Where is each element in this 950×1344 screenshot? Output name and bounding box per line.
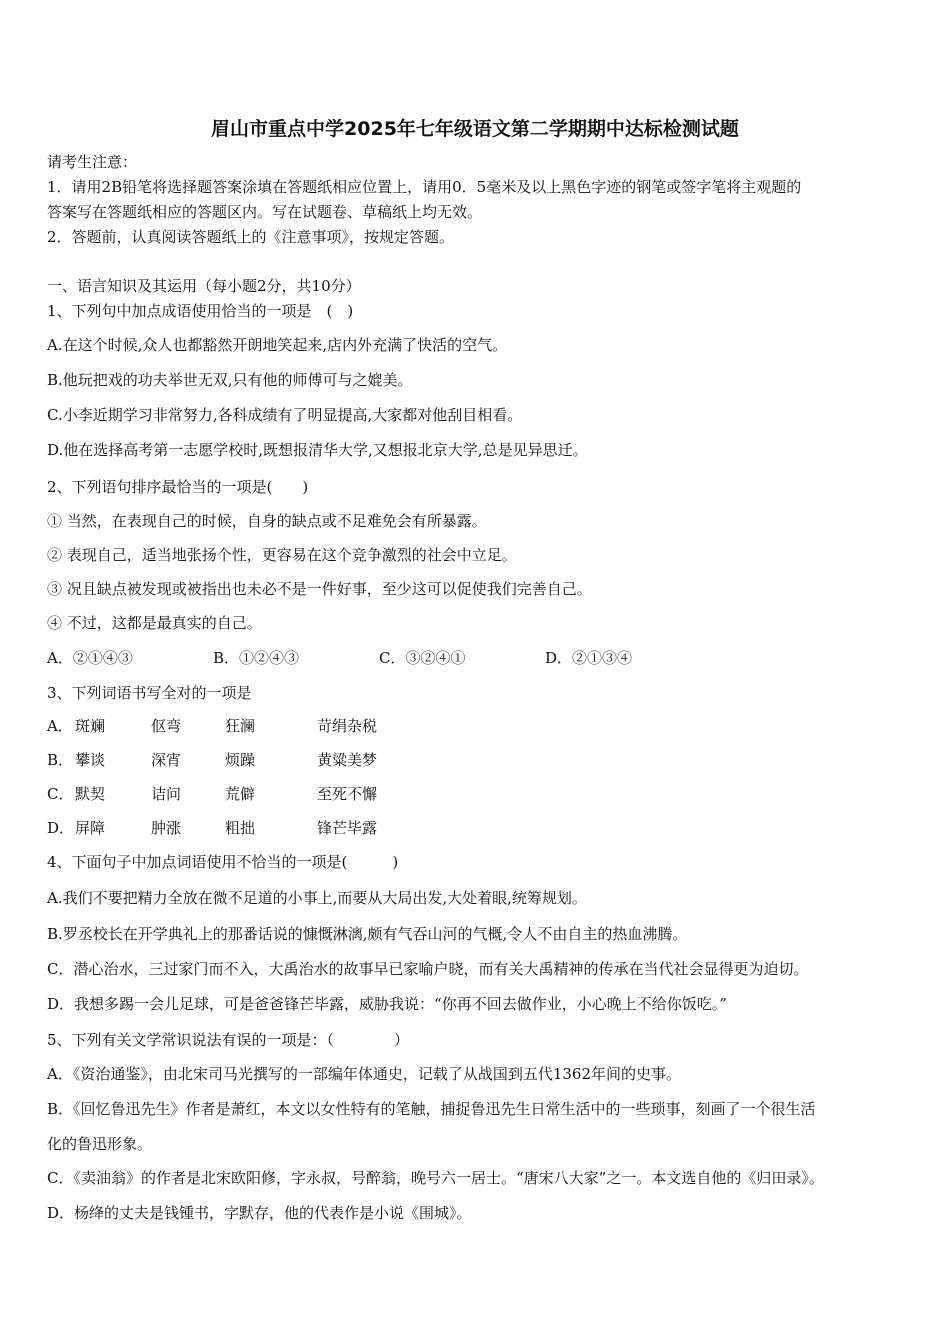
q2-sentence-4: ④ 不过，这都是最真实的自己。 (47, 614, 262, 632)
q5-option-a: A．《资治通鉴》，由北宋司马光撰写的一部编年体通史，记载了从战国到五代1362年间的史事。 (47, 1065, 682, 1083)
q2-option-c: C．③②④① (379, 649, 466, 667)
q3-word: 肿涨 (151, 819, 182, 837)
q1-option-b: B.他玩把戏的功夫举世无双,只有他的师傅可与之媲美。 (47, 371, 413, 389)
notice-line-1: 1．请用2B铅笔将选择题答案涂填在答题纸相应位置上，请用0．5毫米及以上黑色字迹的钢笔或签字笔将主观题的 (47, 178, 802, 196)
q1-option-a: A.在这个时候,众人也都豁然开朗地笑起来,店内外充满了快活的空气。 (47, 336, 508, 354)
q1-option-d: D.他在选择高考第一志愿学校时,既想报清华大学,又想报北京大学,总是见异思迁。 (47, 441, 588, 459)
notice-heading: 请考生注意： (47, 153, 138, 171)
q2-sentence-1: ① 当然，在表现自己的时候，自身的缺点或不足难免会有所暴露。 (47, 512, 487, 530)
q3-row-label: D． (47, 819, 75, 837)
q5-option-d: D．杨绛的丈夫是钱锺书，字默存，他的代表作是小说《围城》。 (47, 1204, 472, 1222)
q2-options (47, 648, 632, 668)
q3-word: 诘问 (151, 785, 182, 803)
q3-word: 至死不懈 (317, 785, 378, 803)
q3-row-label: A． (47, 717, 73, 735)
q3-word: 屏障 (75, 819, 106, 837)
notice-line-2: 2．答题前，认真阅读答题纸上的《注意事项》，按规定答题。 (47, 228, 455, 246)
q3-word: 苛绢杂税 (317, 717, 378, 735)
q1-option-c: C.小李近期学习非常努力,各科成绩有了明显提高,大家都对他刮目相看。 (47, 406, 523, 424)
q3-row-label: B． (47, 751, 74, 769)
q3-word: 攀谈 (75, 751, 106, 769)
q2-sentence-2: ② 表现自己，适当地张扬个性，更容易在这个竞争激烈的社会中立足。 (47, 546, 517, 564)
q4-option-c: C．潜心治水，三过家门而不入，大禹治水的故事早已家喻户晓，而有关大禹精神的传承在当代社会显得更为迫切。 (47, 960, 809, 978)
notice-line-1-cont: 答案写在答题纸相应的答题区内。写在试题卷、草稿纸上均无效。 (47, 203, 483, 221)
q3-word: 深宵 (151, 751, 182, 769)
q2-stem: 2、下列语句排序最恰当的一项是( ) (47, 478, 309, 496)
q3-stem: 3、下列词语书写全对的一项是 (47, 684, 252, 702)
q4-option-b: B.罗丞校长在开学典礼上的那番话说的慷慨淋漓,颇有气吞山河的气概,令人不由自主的热血沸腾。 (47, 925, 688, 943)
q4-option-d: D．我想多踢一会儿足球，可是爸爸锋芒毕露，威胁我说：“你再不回去做作业，小心晚上不给你饭吃。” (47, 995, 727, 1013)
q3-word: 黄粱美梦 (317, 751, 378, 769)
q5-stem: 5、下列有关文学常识说法有误的一项是：（ ） (47, 1031, 410, 1049)
q4-option-a: A.我们不要把精力全放在微不足道的小事上,而要从大局出发,大处着眼,统筹规划。 (47, 889, 587, 907)
q3-word: 荒僻 (225, 785, 256, 803)
page-title: 眉山市重点中学2025年七年级语文第二学期期中达标检测试题 (211, 118, 739, 140)
q3-row-c (47, 784, 377, 804)
q3-row-b (47, 750, 377, 770)
q3-word: 烦躁 (225, 751, 256, 769)
q3-word: 伛弯 (151, 717, 182, 735)
q5-option-b: B．《回忆鲁迅先生》作者是萧红，本文以女性特有的笔触，捕捉鲁迅先生日常生活中的一些琐事，刻画了一个很生活 (47, 1100, 816, 1118)
q3-word: 锋芒毕露 (317, 819, 378, 837)
q3-row-label: C． (47, 785, 74, 803)
q2-sentence-3: ③ 况且缺点被发现或被指出也未必不是一件好事，至少这可以促使我们完善自己。 (47, 580, 592, 598)
q3-word: 粗拙 (225, 819, 256, 837)
section-heading: 一、语言知识及其运用（每小题2分，共10分） (47, 277, 361, 295)
q4-stem: 4、下面句子中加点词语使用不恰当的一项是( ) (47, 853, 399, 871)
q3-word: 默契 (75, 785, 106, 803)
q2-option-b: B．①②④③ (213, 649, 300, 667)
q5-option-c: C．《卖油翁》的作者是北宋欧阳修，字永叔，号醉翁，晚号六一居士。“唐宋八大家”之一。本文选自他的《归田录》。 (47, 1169, 824, 1187)
q2-option-a: A．②①④③ (47, 649, 133, 667)
q3-word: 斑斓 (75, 717, 106, 735)
q2-option-d: D．②①③④ (545, 649, 633, 667)
q3-word: 狂澜 (225, 717, 256, 735)
q5-option-b-cont: 化的鲁迅形象。 (47, 1135, 153, 1153)
q3-row-d (47, 818, 377, 838)
q3-row-a (47, 716, 377, 736)
q1-stem: 1、下列句中加点成语使用恰当的一项是 ( ) (47, 302, 354, 320)
